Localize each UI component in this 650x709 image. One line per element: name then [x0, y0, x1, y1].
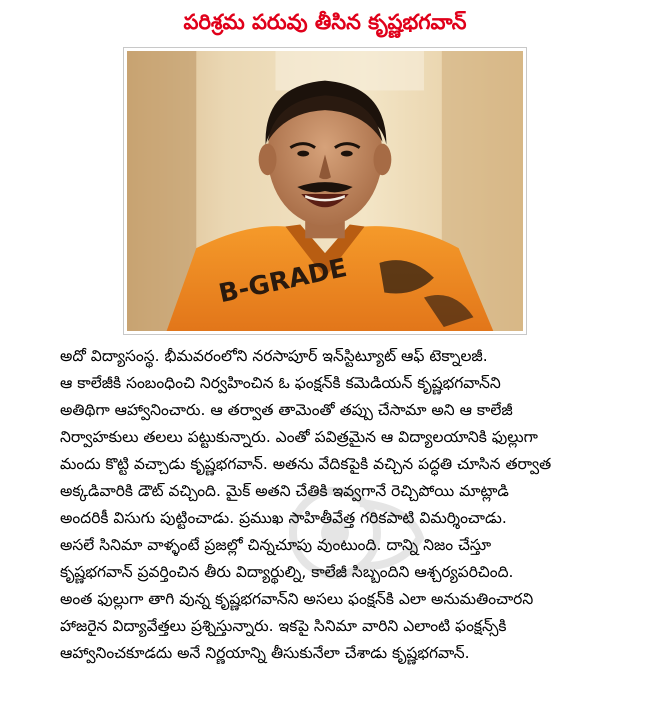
- photo-frame: [123, 47, 527, 335]
- article-line: మందు కొట్టి వచ్చాడు కృష్ణభగవాన్. అతను వేదికపైకి వచ్చిన పద్ధతి చూసిన తర్వాత: [60, 455, 552, 473]
- article-line: అతిథిగా ఆహ్వానించారు. ఆ తర్వాత తామెంతో తప్పు చేసామా అని ఆ కాలేజీ: [60, 401, 513, 419]
- article-line: ఆహ్వానించకూడదు అనే నిర్ణయాన్ని తీసుకునేలా చేశాడు కృష్ణభగవాన్.: [60, 644, 470, 662]
- article-line: ఆ కాలేజీకి సంబంధించి నిర్వహించిన ఓ ఫంక్షన్‌కి కమెడియన్ కృష్ణభగవాన్‌ని: [60, 374, 501, 392]
- article-line: అందరికీ విసుగు పుట్టించాడు. ప్రముఖ సాహితీవేత్త గరికపాటి విమర్శించాడు.: [60, 509, 507, 527]
- article-line: నిర్వాహకులు తలలు పట్టుకున్నారు. ఎంతో పవిత్రమైన ఆ విద్యాలయానికి ఫుల్లుగా: [60, 428, 538, 446]
- article-line: అక్కడివారికి డౌట్ వచ్చింది. మైక్ అతని చేతికి ఇవ్వగానే రెచ్చిపోయి మాట్లాడి: [60, 482, 509, 500]
- article-line: అదో విద్యాసంస్థ. భీమవరంలోని నరసాపూర్ ఇన్‌స్టిట్యూట్ ఆఫ్ టెక్నాలజీ.: [60, 347, 488, 365]
- article-headline: పరిశ్రమ పరువు తీసిన కృష్ణభగవాన్: [183, 10, 467, 34]
- article-line: కృష్ణభగవాన్ ప్రవర్తించిన తీరు విద్యార్థుల్ని, కాలేజీ సిబ్బందిని ఆశ్చర్యపరిచింది.: [60, 563, 514, 581]
- article-line: అసలే సినిమా వాళ్ళంటే ప్రజల్లో చిన్నచూపు వుంటుంది. దాన్ని నిజం చేస్తూ: [60, 536, 492, 554]
- article-body: [60, 343, 600, 667]
- article-line: అంత ఫుల్లుగా తాగి వున్న కృష్ణభగవాన్‌ని అసలు ఫంక్షన్‌కి ఎలా అనుమతించారని: [60, 590, 534, 608]
- portrait-photo: [127, 51, 523, 331]
- article-line: హాజరైన విద్యావేత్తలు ప్రశ్నిస్తున్నారు. ఇకపై సినిమా వారిని ఎలాంటి ఫంక్షన్స్‌కి: [60, 617, 507, 635]
- shirt-print: B-GRADE: [216, 253, 350, 310]
